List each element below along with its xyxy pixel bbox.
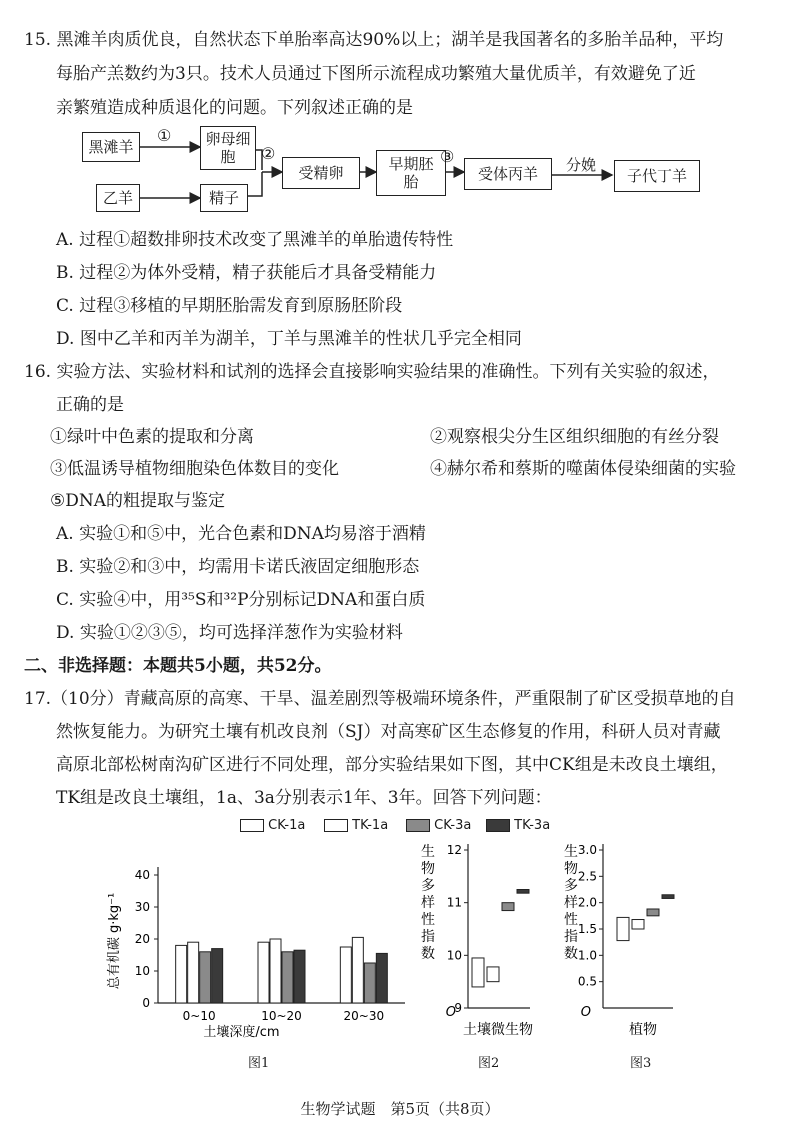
figure-1-chart [100, 845, 420, 1070]
q16-item-4: ④赫尔希和蔡斯的噬菌体侵染细菌的实验 [430, 459, 736, 479]
q15-option-b: B. 过程②为体外受精，精子获能后才具备受精能力 [56, 263, 437, 283]
box-shouti: 受体丙羊 [464, 158, 552, 190]
figure-3-caption: 图3 [630, 1056, 652, 1071]
y-tick-label-4: 2.5 [577, 869, 597, 884]
bar-ck3a [647, 909, 659, 916]
y-tick-label-3: 12 [446, 843, 462, 857]
y-tick-label-4: 40 [134, 868, 150, 882]
q16-line-1: 16. 实验方法、实验材料和试剂的选择会直接影响实验结果的准确性。下列有关实验的叙述， [24, 362, 720, 382]
origin-label: O [580, 1005, 591, 1020]
y-axis-label: 总有机碳 g·kg⁻¹ [107, 892, 122, 990]
q15-line-1: 15. 黑滩羊肉质优良，自然状态下单胎率高达90%以上；湖羊是我国著名的多胎羊品种，平均 [24, 30, 724, 50]
bar-ck1a-0 [176, 945, 187, 1003]
q16-item-3: ③低温诱导植物细胞染色体数目的变化 [50, 459, 339, 479]
birth-label: 分娩 [566, 156, 597, 174]
q15-line-3: 亲繁殖造成种质退化的问题。下列叙述正确的是 [56, 98, 413, 118]
bar-tk3a-2 [376, 953, 387, 1003]
q16-option-c: C. 实验④中，用³⁵S和³²P分别标记DNA和蛋白质 [56, 590, 426, 610]
step-3-label: ③ [440, 147, 455, 166]
bar-tk1a-0 [188, 942, 199, 1003]
y-tick-label-0: 0.5 [577, 974, 597, 989]
y-axis-label: 生物多样性指数 [421, 844, 435, 962]
y-tick-label-1: 10 [134, 964, 150, 978]
page-footer: 生物学试题 第5页（共8页） [300, 1100, 500, 1118]
origin-label: O [445, 1005, 456, 1020]
y-tick-label-0: 0 [142, 996, 150, 1010]
x-tick-label-0: 0~10 [182, 1009, 216, 1023]
bar-ck3a-1 [282, 952, 293, 1003]
step-1-label: ① [157, 126, 172, 145]
x-tick-label-2: 20~30 [343, 1009, 385, 1023]
bar-tk1a [487, 967, 499, 982]
q15-option-c: C. 过程③移植的早期胚胎需发育到原肠胚阶段 [56, 296, 403, 316]
legend-swatch-ck1a [240, 819, 264, 832]
q15-line-2: 每胎产羔数约为3只。技术人员通过下图所示流程成功繁殖大量优质羊，有效避免了近 [56, 64, 696, 84]
legend-tk3a [486, 818, 550, 833]
box-yi: 乙羊 [96, 184, 140, 212]
q16-item-5: ⑤DNA的粗提取与鉴定 [50, 491, 226, 511]
bar-ck3a [502, 903, 514, 911]
figure-2-chart [410, 840, 560, 1050]
box-luanmu: 卵母细胞 [200, 126, 256, 170]
bar-tk3a [662, 895, 674, 899]
y-tick-label-1: 10 [446, 948, 462, 963]
box-heitan: 黑滩羊 [82, 132, 140, 162]
legend-label-ck3a: CK-3a [434, 818, 472, 833]
y-tick-label-2: 20 [134, 932, 150, 946]
q16-item-2: ②观察根尖分生区组织细胞的有丝分裂 [430, 427, 719, 447]
q15-option-d: D. 图中乙羊和丙羊为湖羊，丁羊与黑滩羊的性状几乎完全相同 [56, 329, 522, 349]
bar-ck1a [472, 958, 484, 987]
x-axis-label: 土壤微生物 [463, 1022, 533, 1038]
q17-line-1: 17.（10分）青藏高原的高寒、干旱、温差剧烈等极端环境条件，严重限制了矿区受损草地的自 [24, 689, 736, 709]
legend-ck3a [406, 818, 471, 833]
x-axis-label: 植物 [629, 1022, 657, 1038]
q16-item-1: ①绿叶中色素的提取和分离 [50, 427, 254, 447]
q16-line-2: 正确的是 [56, 395, 124, 415]
x-axis-label: 土壤深度/cm [203, 1025, 280, 1040]
bar-ck1a [617, 917, 629, 940]
bar-tk1a-1 [270, 939, 281, 1003]
legend-tk1a [324, 818, 388, 833]
figure-3-chart [555, 840, 705, 1050]
y-tick-label-3: 2.0 [577, 895, 597, 910]
box-zaoqi: 早期胚胎 [376, 150, 446, 196]
bar-tk1a-2 [352, 937, 363, 1003]
bar-tk3a-1 [294, 950, 305, 1003]
y-tick-label-0: 9 [454, 1001, 462, 1015]
bar-ck3a-0 [200, 952, 211, 1003]
legend-label-ck1a: CK-1a [268, 818, 306, 833]
y-tick-label-1: 1.0 [577, 948, 597, 963]
q17-line-4: TK组是改良土壤组，1a、3a分别表示1年、3年。回答下列问题： [56, 788, 552, 808]
y-tick-label-5: 3.0 [577, 843, 597, 857]
q16-option-a: A. 实验①和⑤中，光合色素和DNA均易溶于酒精 [56, 524, 426, 544]
x-tick-label-1: 10~20 [261, 1009, 302, 1023]
box-zidai: 子代丁羊 [614, 160, 700, 192]
q16-option-d: D. 实验①②③⑤，均可选择洋葱作为实验材料 [56, 623, 403, 643]
bar-ck1a-1 [258, 942, 269, 1003]
q17-line-3: 高原北部松树南沟矿区进行不同处理，部分实验结果如下图，其中CK组是未改良土壤组， [56, 755, 728, 775]
box-shoujing: 受精卵 [282, 157, 360, 189]
y-axis-label: 生物多样性指数 [564, 844, 578, 962]
arrow-merge-bottom [246, 172, 262, 196]
q15-option-a: A. 过程①超数排卵技术改变了黑滩羊的单胎遗传特性 [56, 230, 454, 250]
legend-swatch-ck3a [406, 819, 430, 832]
bar-tk1a [632, 920, 644, 929]
bar-tk3a [517, 890, 529, 894]
bar-ck3a-2 [364, 963, 375, 1003]
step-2-label: ② [261, 144, 276, 163]
legend-ck1a [240, 818, 305, 833]
legend-label-tk3a: TK-3a [514, 818, 551, 833]
figure-2-caption: 图2 [478, 1056, 500, 1071]
y-tick-label-2: 11 [446, 895, 462, 910]
legend-swatch-tk1a [324, 819, 348, 832]
bar-ck1a-2 [340, 947, 351, 1003]
legend-swatch-tk3a [486, 819, 510, 832]
y-tick-label-3: 30 [134, 900, 150, 914]
q16-option-b: B. 实验②和③中，均需用卡诺氏液固定细胞形态 [56, 557, 420, 577]
bar-tk3a-0 [212, 949, 223, 1003]
figure-1-caption: 图1 [248, 1056, 270, 1071]
section-2-heading: 二、非选择题：本题共5小题，共52分。 [24, 656, 332, 676]
box-jingzi: 精子 [200, 184, 248, 212]
y-tick-label-2: 1.5 [577, 922, 597, 936]
legend-label-tk1a: TK-1a [352, 818, 389, 833]
q17-line-2: 然恢复能力。为研究土壤有机改良剂（SJ）对高寒矿区生态修复的作用，科研人员对青藏 [56, 722, 721, 742]
